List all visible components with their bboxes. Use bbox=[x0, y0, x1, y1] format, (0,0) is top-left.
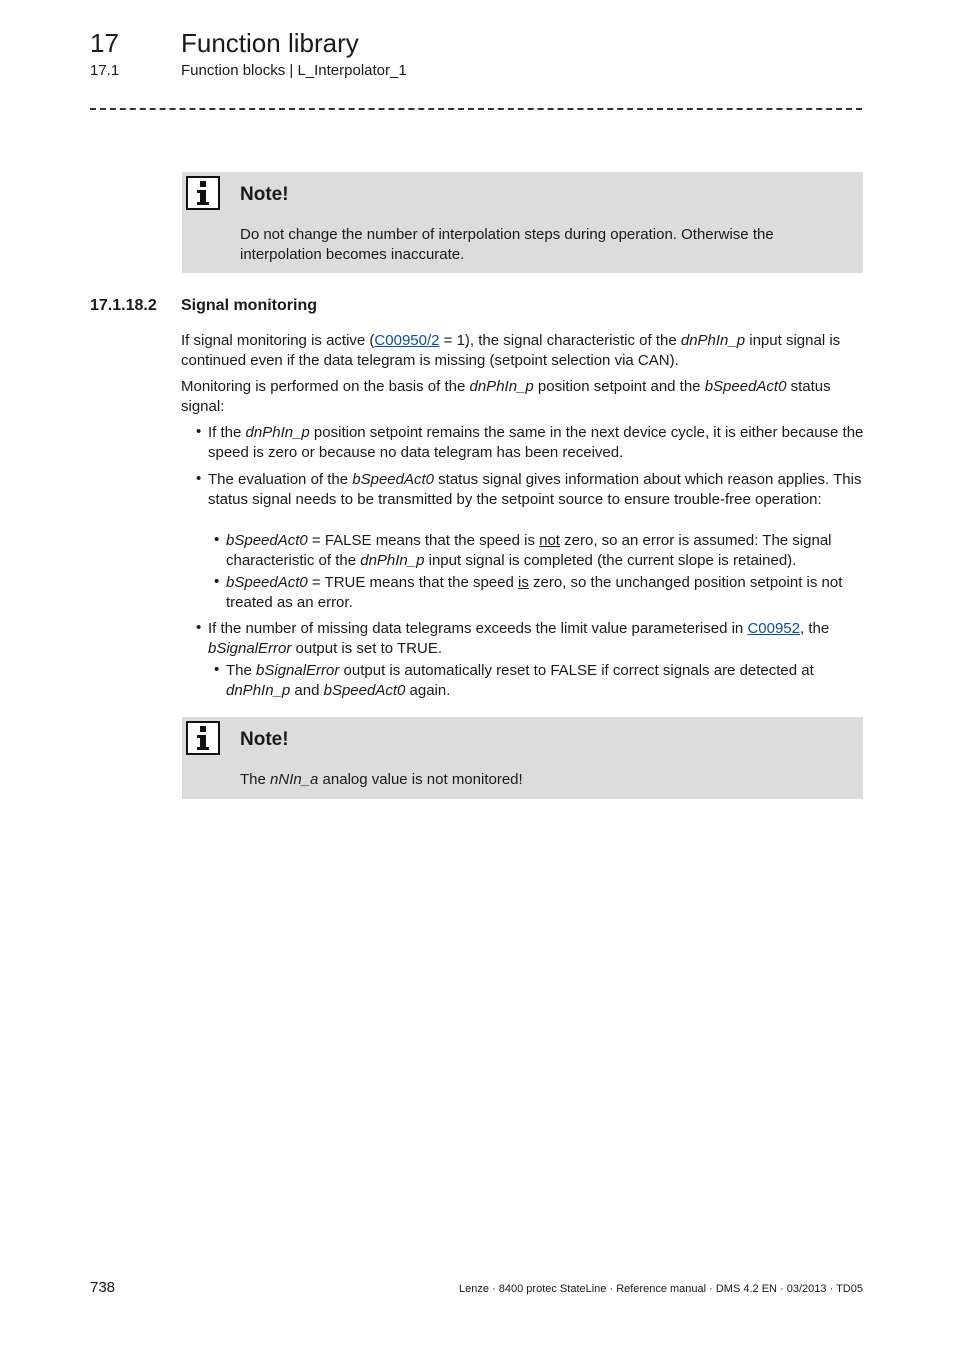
text: zero, so an error is assumed: The signal characteristic of the bbox=[226, 532, 832, 569]
signal-name: bSpeedAct0 bbox=[226, 532, 308, 549]
note-title: Note! bbox=[240, 184, 289, 205]
text: output is automatically reset to FALSE if correct signals are detected at bbox=[339, 662, 814, 679]
text: analog value is not monitored! bbox=[318, 771, 523, 788]
footer-text: Lenze · 8400 protec StateLine · Reference manual · DMS 4.2 EN · 03/2013 · TD05 bbox=[459, 1283, 863, 1295]
section-number-header: 17.1 bbox=[90, 62, 120, 79]
signal-name: bSpeedAct0 bbox=[226, 574, 308, 591]
section-title-header: Function blocks | L_Interpolator_1 bbox=[181, 62, 407, 79]
emphasis: is bbox=[518, 574, 529, 591]
signal-name: dnPhIn_p bbox=[680, 332, 746, 349]
header-divider bbox=[90, 108, 862, 110]
bullet-icon: • bbox=[214, 661, 220, 678]
signal-name: bSpeedAct0 bbox=[352, 471, 434, 488]
chapter-title: Function library bbox=[181, 28, 359, 58]
text: = FALSE means that the speed is bbox=[307, 532, 540, 549]
bullet-icon: • bbox=[196, 470, 202, 487]
signal-name: dnPhIn_p bbox=[469, 378, 534, 395]
text: The bbox=[240, 771, 271, 788]
list-item bbox=[208, 619, 868, 658]
chapter-number: 17 bbox=[90, 28, 119, 58]
signal-name: bSignalError bbox=[208, 639, 292, 657]
parameter-link[interactable]: C00952 bbox=[747, 620, 800, 637]
text: Monitoring is performed on the basis of the bbox=[181, 378, 470, 395]
emphasis: not bbox=[539, 532, 560, 549]
text: = TRUE means that the speed bbox=[307, 574, 518, 591]
parameter-link[interactable]: C00950/2 bbox=[374, 332, 440, 349]
bullet-icon: • bbox=[196, 619, 202, 636]
text: If signal monitoring is active ( bbox=[181, 332, 375, 349]
text: position setpoint and the bbox=[533, 378, 705, 395]
text: The bbox=[226, 662, 257, 679]
note-title: Note! bbox=[240, 729, 289, 750]
list-item bbox=[226, 661, 866, 700]
text: , the bbox=[799, 620, 830, 637]
text: status signal gives information about which reason applies. This status signal needs to be transmitted by the setpoint source to ensure trouble-free operation: bbox=[208, 471, 862, 508]
bullet-icon: • bbox=[214, 573, 220, 590]
text: input signal is continued even if the data telegram is missing (setpoint selection via CAN). bbox=[181, 332, 841, 369]
note-text bbox=[240, 770, 840, 790]
text: output is set to TRUE. bbox=[291, 639, 442, 657]
signal-name: bSignalError bbox=[256, 662, 340, 679]
page-number: 738 bbox=[90, 1279, 116, 1296]
bullet-icon: • bbox=[196, 423, 202, 440]
signal-name: dnPhIn_p bbox=[360, 551, 425, 569]
section-title: Signal monitoring bbox=[181, 297, 317, 314]
info-icon bbox=[186, 721, 220, 755]
text: = 1), the signal characteristic of the bbox=[439, 332, 681, 349]
signal-name: bSpeedAct0 bbox=[704, 378, 787, 395]
info-icon bbox=[186, 176, 220, 210]
note-text: Do not change the number of interpolation steps during operation. Otherwise the interpolation becomes inaccurate. bbox=[240, 226, 774, 263]
bullet-icon: • bbox=[214, 531, 220, 548]
text: The evaluation of the bbox=[208, 471, 353, 488]
paragraph bbox=[181, 331, 866, 370]
text: zero, so the unchanged position setpoint is not treated as an error. bbox=[226, 574, 843, 611]
signal-name: dnPhIn_p bbox=[245, 424, 310, 441]
text: If the bbox=[208, 424, 246, 441]
text: If the number of missing data telegrams exceeds the limit value parameterised in bbox=[208, 620, 748, 637]
signal-name: dnPhIn_p bbox=[226, 681, 291, 699]
signal-name: bSpeedAct0 bbox=[323, 681, 406, 699]
list-item bbox=[208, 423, 868, 462]
signal-name: nNIn_a bbox=[270, 771, 319, 788]
list-item bbox=[226, 531, 866, 570]
text: again. bbox=[405, 681, 451, 699]
text: status signal: bbox=[181, 378, 831, 415]
list-item bbox=[208, 470, 868, 509]
paragraph bbox=[181, 377, 866, 416]
text: position setpoint remains the same in the next device cycle, it is either because the speed is zero or because no data telegram has been received. bbox=[208, 424, 864, 461]
text: and bbox=[290, 681, 324, 699]
note-box bbox=[182, 172, 863, 273]
list-item bbox=[226, 573, 866, 612]
section-number: 17.1.18.2 bbox=[90, 297, 157, 314]
note-box bbox=[182, 717, 863, 799]
text: input signal is completed (the current slope is retained). bbox=[424, 551, 797, 569]
